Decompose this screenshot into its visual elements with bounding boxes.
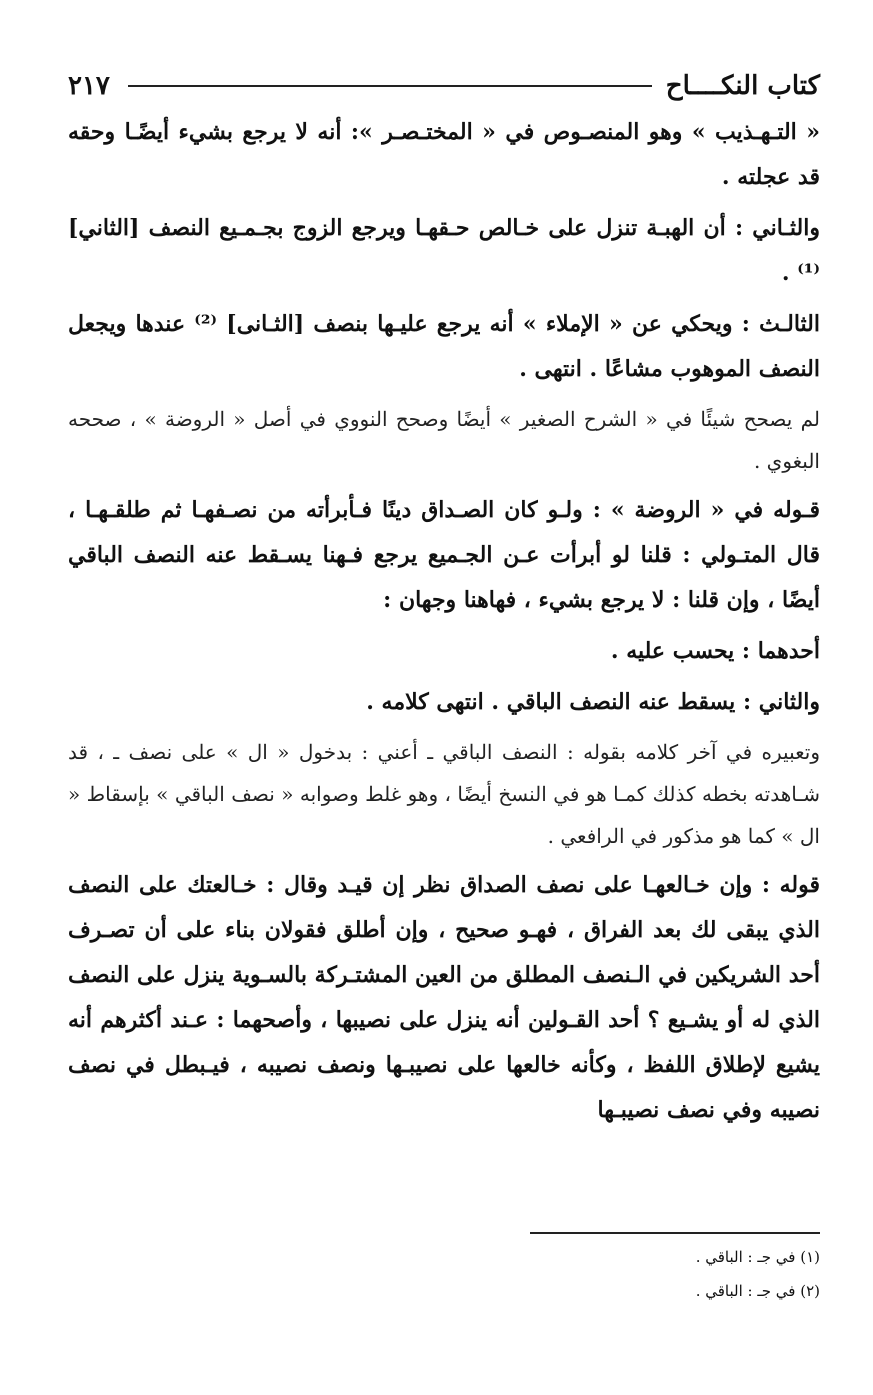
paragraph-3: الثالـث : ويحكي عن « الإملاء » أنه يرجع عليـها بنصف [الثـانى] ⁽²⁾ عندها ويجعل النصف الموهوب مشاعًا . انتهى . (68, 311, 820, 382)
paragraph-9: قوله : وإن خـالعهـا على نصف الصداق نظر إن قيـد وقال : خـالعتك على النصف الذي يبقى لك بعد الفراق ، فهـو صحيح ، وإن أطلق فقولان بناء على أن تصـرف أحد الشريكين في الـنصف المطلق من العين المشتـركة بالسـوية ينزل على النصف الذي له أو يشـيع ؟ أحد القـولين أنه ينزل على نصيبها ، وأصحهما : عـند أكثرهم أنه يشيع لإطلاق اللفظ ، وكأنه خالعها على نصيبـها ونصف نصيبه ، فيـبطل في نصف نصيبه وفي نصف نصيبـها (68, 872, 820, 1123)
paragraph-8-commentary: وتعبيره في آخر كلامه بقوله : النصف الباقي ـ أعني : بدخول « ال » على نصف ـ ، قد شـاهدته بخطه كذلك كمـا هو في النسخ أيضًا ، وهو غلط وصوابه « نصف الباقي » بإسقاط « ال » كما هو مذكور في الرافعي . (68, 740, 820, 848)
footnote-2: (٢) في جـ : الباقي . (695, 1282, 820, 1300)
footnotes (420, 1240, 820, 1308)
page-body (68, 62, 820, 1133)
paragraph-4-commentary: لم يصحح شيئًا في « الشرح الصغير » أيضًا وصحح النووي في أصل « الروضة » ، صححه البغوي . (68, 407, 820, 473)
footnote-rule (530, 1232, 820, 1234)
paragraph-5: قـوله في « الروضة » : ولـو كان الصـداق دينًا فـأبرأته من نصـفهـا ثم طلقـهـا ، قال المتـولي : قلنا لو أبرأت عـن الجـميع يرجع فـهنا يسـقط عنه النصف الباقي أيضًا ، وإن قلنا : لا يرجع بشيء ، فهاهنا وجهان : (68, 497, 820, 613)
running-title: كتاب النكــــاح (665, 71, 820, 101)
paragraph-6: أحدهما : يحسب عليه . (610, 638, 820, 664)
paragraph-1: « التـهـذيب » وهو المنصـوص في « المختـصـر »: أنه لا يرجع بشيء أيضًـا وحقه قد عجلته . (68, 119, 820, 190)
footnote-1: (١) في جـ : الباقي . (695, 1248, 820, 1266)
paragraph-7: والثاني : يسقط عنه النصف الباقي . انتهى كلامه . (366, 689, 820, 715)
main-text (68, 110, 820, 1133)
paragraph-2: والثـاني : أن الهبـة تنزل على خـالص حـقهـا ويرجع الزوج بجـمـيع النصف [الثاني] ⁽¹⁾ . (68, 215, 820, 286)
page-number: ٢١٧ (68, 71, 110, 101)
header-rule (128, 85, 652, 87)
page-header (68, 62, 820, 110)
